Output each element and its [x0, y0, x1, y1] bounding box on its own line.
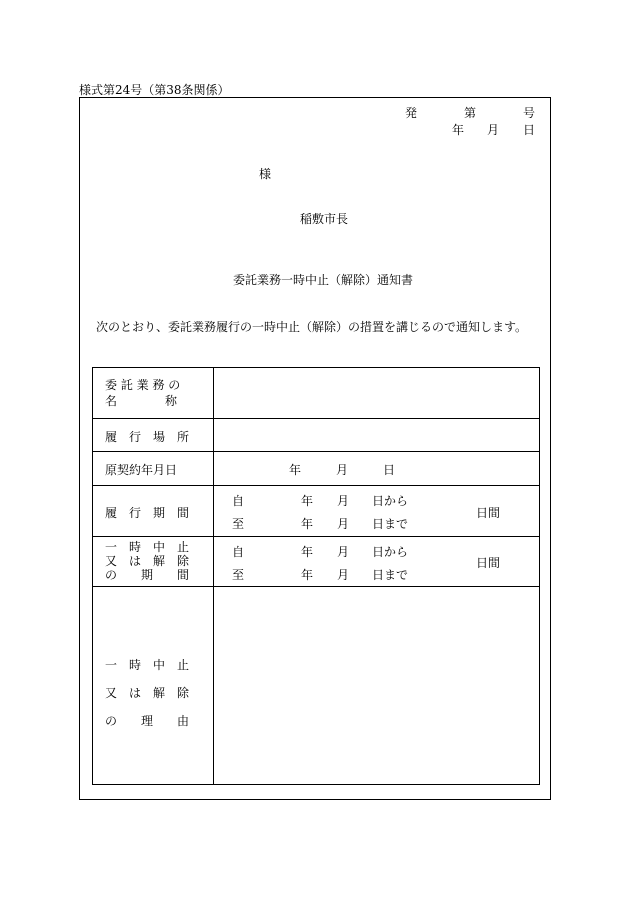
- suspend-days: 日間: [476, 556, 501, 570]
- row-divider: [93, 418, 539, 419]
- suspend-to-year: 年: [301, 568, 314, 582]
- row-divider: [93, 485, 539, 486]
- period-to-shi: 至: [232, 517, 245, 531]
- date-day: 日: [523, 123, 536, 137]
- body-text: 次のとおり、委託業務履行の一時中止（解除）の措置を講じるので通知します。: [96, 320, 528, 334]
- addressee-suffix: 様: [259, 167, 272, 181]
- notice-table: [92, 367, 540, 785]
- value-suspension-reason: [215, 588, 537, 782]
- doc-number-hatsu: 発: [405, 106, 418, 120]
- contract-year: 年: [289, 463, 302, 477]
- doc-number-dai: 第: [464, 106, 477, 120]
- issuer: 稲敷市長: [300, 212, 349, 226]
- period-from-ji: 自: [232, 494, 245, 508]
- column-divider: [213, 368, 214, 784]
- label-suspension-reason: 一 時 中 止 又 は 解 除 の 理 由: [105, 658, 190, 728]
- label-performance-period: 履 行 期 間: [105, 506, 190, 520]
- row-divider: [93, 451, 539, 452]
- suspend-to-day: 日まで: [372, 568, 409, 582]
- period-to-day: 日まで: [372, 517, 409, 531]
- label-business-name: 委 託 業 務 の 名 称: [105, 378, 181, 408]
- suspend-from-year: 年: [301, 545, 314, 559]
- period-to-year: 年: [301, 517, 314, 531]
- suspend-from-month: 月: [337, 545, 350, 559]
- value-location: [215, 420, 537, 450]
- period-from-month: 月: [337, 494, 350, 508]
- period-to-month: 月: [337, 517, 350, 531]
- label-suspension-period: 一 時 中 止 又 は 解 除 の 期 間: [105, 540, 190, 582]
- contract-month: 月: [336, 463, 349, 477]
- suspend-from-day: 日から: [372, 545, 409, 559]
- contract-day: 日: [383, 463, 396, 477]
- row-divider: [93, 586, 539, 587]
- suspend-from-ji: 自: [232, 545, 245, 559]
- date-year: 年: [452, 123, 465, 137]
- value-business-name: [215, 369, 537, 417]
- label-contract-date: 原契約年月日: [105, 463, 178, 477]
- document-title: 委託業務一時中止（解除）通知書: [233, 273, 414, 287]
- suspend-to-month: 月: [337, 568, 350, 582]
- doc-number-go: 号: [523, 106, 536, 120]
- period-from-day: 日から: [372, 494, 409, 508]
- row-divider: [93, 536, 539, 537]
- date-month: 月: [487, 123, 500, 137]
- period-from-year: 年: [301, 494, 314, 508]
- period-days: 日間: [476, 506, 501, 520]
- form-label: 様式第24号（第38条関係）: [79, 83, 230, 97]
- label-location: 履 行 場 所: [105, 430, 190, 444]
- suspend-to-shi: 至: [232, 568, 245, 582]
